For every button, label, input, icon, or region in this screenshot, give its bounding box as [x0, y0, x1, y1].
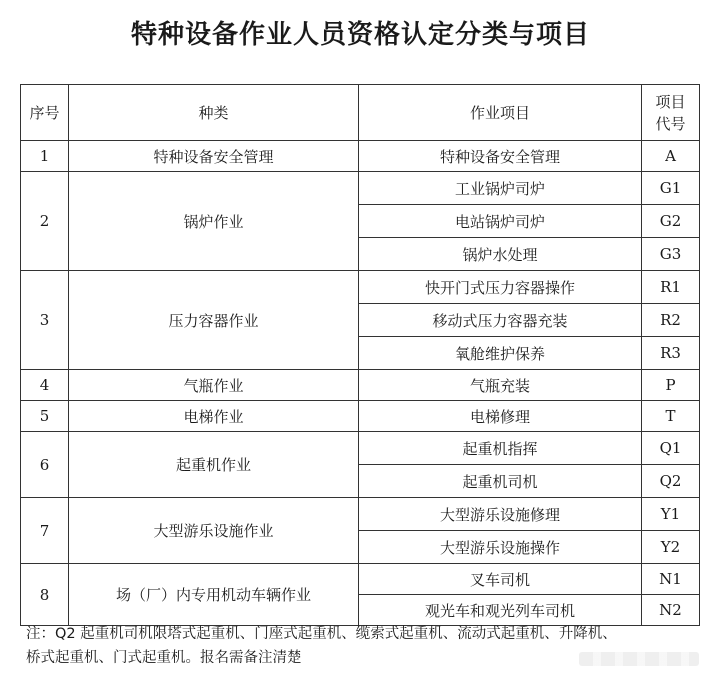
category-cell: 压力容器作业 — [69, 271, 359, 370]
seq-cell: 4 — [21, 370, 69, 401]
table-row — [21, 401, 700, 432]
table-row — [21, 432, 700, 465]
category-cell: 特种设备安全管理 — [69, 141, 359, 172]
table-row — [21, 172, 700, 205]
item-cell: 电站锅炉司炉 — [359, 205, 642, 238]
table-row — [21, 564, 700, 595]
category-cell: 气瓶作业 — [69, 370, 359, 401]
category-cell: 大型游乐设施作业 — [69, 498, 359, 564]
item-cell: 起重机指挥 — [359, 432, 642, 465]
qualification-table — [20, 84, 700, 626]
seq-cell: 5 — [21, 401, 69, 432]
footnote-line: 桥式起重机、门式起重机。报名需备注清楚 — [26, 650, 302, 666]
header-category: 种类 — [69, 85, 359, 141]
item-cell: 快开门式压力容器操作 — [359, 271, 642, 304]
table-row — [21, 141, 700, 172]
table-row — [21, 271, 700, 304]
page-title: 特种设备作业人员资格认定分类与项目 — [130, 20, 590, 50]
code-cell: G2 — [642, 205, 700, 238]
header-code-line2: 代号 — [655, 114, 686, 133]
header-seq: 序号 — [21, 85, 69, 141]
category-cell: 锅炉作业 — [69, 172, 359, 271]
header-code — [642, 85, 700, 141]
header-item: 作业项目 — [359, 85, 642, 141]
code-cell: G1 — [642, 172, 700, 205]
code-cell: T — [642, 401, 700, 432]
code-cell: Q1 — [642, 432, 700, 465]
seq-cell: 7 — [21, 498, 69, 564]
code-cell: Q2 — [642, 465, 700, 498]
category-cell: 场（厂）内专用机动车辆作业 — [69, 564, 359, 626]
item-cell: 大型游乐设施修理 — [359, 498, 642, 531]
item-cell: 观光车和观光列车司机 — [359, 595, 642, 626]
category-cell: 电梯作业 — [69, 401, 359, 432]
table-header-row — [21, 85, 700, 141]
seq-cell: 8 — [21, 564, 69, 626]
seq-cell: 6 — [21, 432, 69, 498]
code-cell: A — [642, 141, 700, 172]
item-cell: 特种设备安全管理 — [359, 141, 642, 172]
category-cell: 起重机作业 — [69, 432, 359, 498]
code-cell: R1 — [642, 271, 700, 304]
code-cell: G3 — [642, 238, 700, 271]
code-cell: P — [642, 370, 700, 401]
footnote-line: 注：Q2 起重机司机限塔式起重机、门座式起重机、缆索式起重机、流动式起重机、升降机、 — [26, 626, 617, 642]
item-cell: 工业锅炉司炉 — [359, 172, 642, 205]
code-cell: Y2 — [642, 531, 700, 564]
item-cell: 电梯修理 — [359, 401, 642, 432]
seq-cell: 1 — [21, 141, 69, 172]
item-cell: 锅炉水处理 — [359, 238, 642, 271]
seq-cell: 3 — [21, 271, 69, 370]
code-cell: Y1 — [642, 498, 700, 531]
item-cell: 氧舱维护保养 — [359, 337, 642, 370]
table-row — [21, 498, 700, 531]
table-row — [21, 370, 700, 401]
item-cell: 叉车司机 — [359, 564, 642, 595]
code-cell: R2 — [642, 304, 700, 337]
seq-cell: 2 — [21, 172, 69, 271]
watermark — [579, 652, 699, 666]
code-cell: N1 — [642, 564, 700, 595]
code-cell: N2 — [642, 595, 700, 626]
header-code-line1: 项目 — [655, 92, 686, 111]
item-cell: 起重机司机 — [359, 465, 642, 498]
item-cell: 大型游乐设施操作 — [359, 531, 642, 564]
code-cell: R3 — [642, 337, 700, 370]
item-cell: 气瓶充装 — [359, 370, 642, 401]
item-cell: 移动式压力容器充装 — [359, 304, 642, 337]
